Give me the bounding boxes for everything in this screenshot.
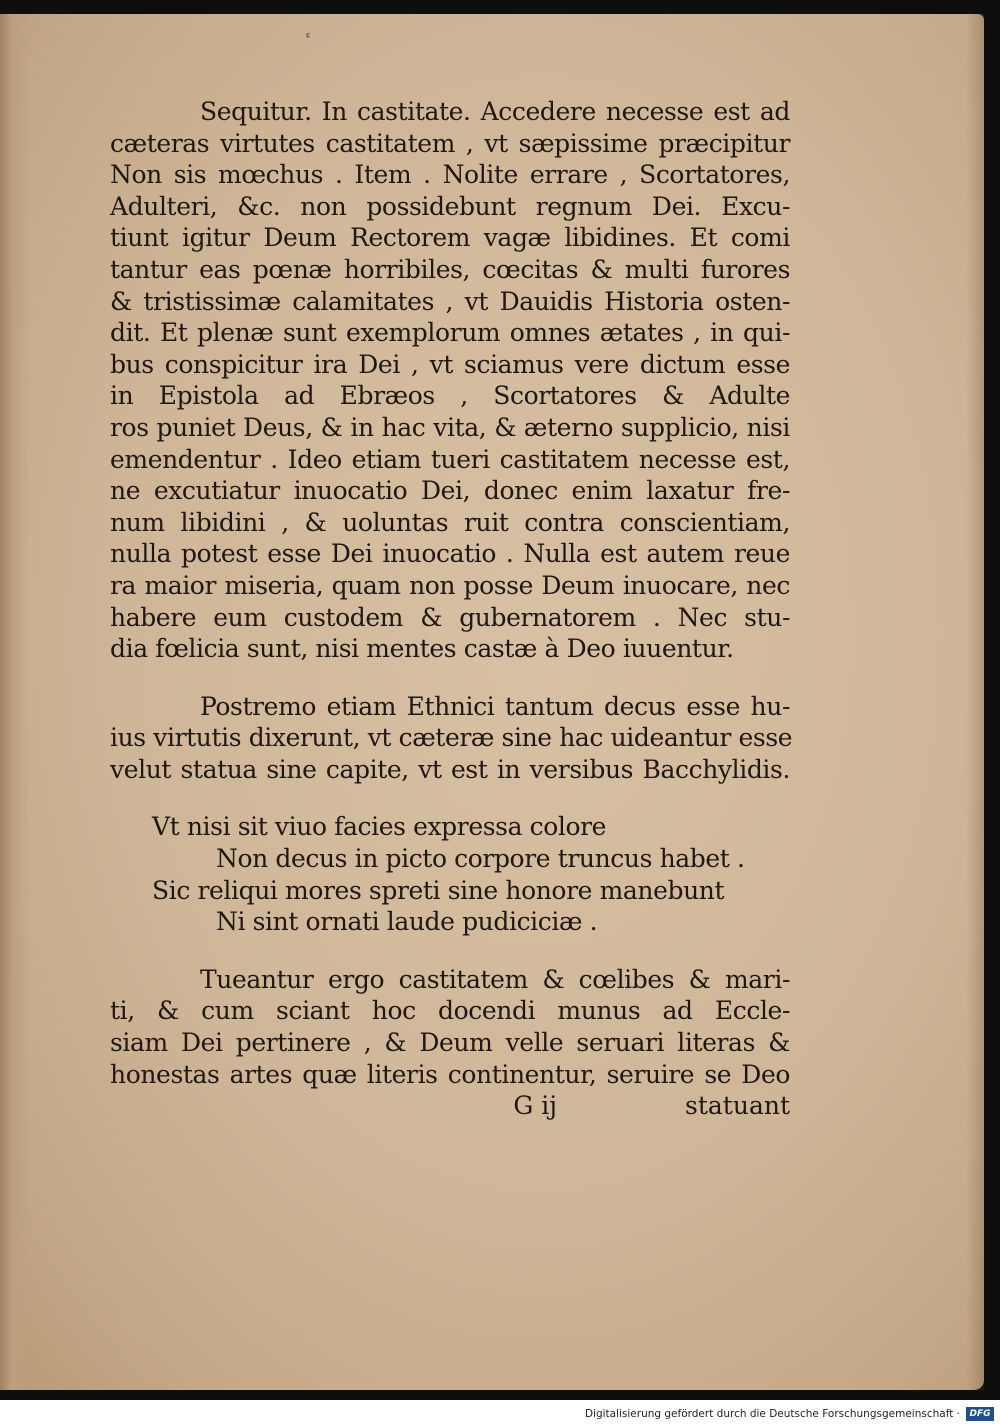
text-line: Sequitur. In castitate. Accedere necesse est ad — [200, 97, 790, 126]
text-line: & tristissimæ calamitates , vt Dauidis Historia osten- — [110, 286, 790, 316]
text-line: Postremo etiam Ethnici tantum decus esse hu- — [200, 691, 790, 721]
paragraph-gap — [110, 938, 790, 964]
text-line: emendentur . Ideo etiam tueri castitatem necesse est, — [110, 444, 790, 474]
text-line: siam Dei pertinere , & Deum velle seruari literas & — [110, 1028, 790, 1058]
text-line: dit. Et plenæ sunt exemplorum omnes ætates , in qui- — [110, 318, 790, 348]
text-line: ros puniet Deus, & in hac vita, & æterno supplicio, nisi — [110, 412, 790, 442]
verse-line: Vt nisi sit viuo facies expressa colore — [152, 812, 607, 842]
dfg-credit-text: Digitalisierung gefördert durch die Deutsche Forschungsgemeinschaft · — [584, 1408, 960, 1420]
catchword: statuant — [685, 1091, 790, 1121]
paragraph-1 — [110, 96, 790, 665]
text-line: honestas artes quæ literis continentur, seruire se Deo — [110, 1059, 790, 1089]
binding-gutter — [0, 14, 30, 1390]
page-edge-shadow — [966, 14, 984, 1390]
text-line: dia fœlicia sunt, nisi mentes castæ à Deo iuuentur. — [110, 634, 734, 664]
text-line: ti, & cum sciant hoc docendi munus ad Eccle- — [110, 996, 790, 1026]
signature-mark: G ij — [513, 1091, 558, 1121]
text-line: ne excutiatur inuocatio Dei, donec enim laxatur fre- — [110, 476, 790, 506]
text-line: cæteras virtutes castitatem , vt sæpissime præcipitur — [110, 128, 790, 158]
text-line: Non sis mœchus . Item . Nolite errare , Scortatores, — [110, 160, 790, 190]
text-line: num libidini , & uoluntas ruit contra conscientiam, — [110, 507, 790, 537]
verse-block — [110, 811, 790, 937]
text-line: tiunt igitur Deum Rectorem vagæ libidines. Et comi — [110, 223, 790, 253]
paragraph-gap — [110, 665, 790, 691]
text-line: in Epistola ad Ebræos , Scortatores & Adulte — [110, 381, 790, 411]
dfg-logo: DFG — [966, 1407, 994, 1421]
verse-line: Ni sint ornati laude pudiciciæ . — [216, 907, 598, 937]
verse-line: Sic reliqui mores spreti sine honore manebunt — [152, 875, 725, 905]
paragraph-3 — [110, 964, 790, 1090]
text-line: bus conspicitur ira Dei , vt sciamus vere dictum esse — [110, 349, 790, 379]
paragraph-gap — [110, 785, 790, 811]
page-footer-line — [110, 1090, 790, 1122]
paper-page — [0, 14, 984, 1390]
paragraph-2 — [110, 691, 793, 786]
body-text — [110, 96, 793, 1122]
text-line: Tueantur ergo castitatem & cœlibes & mari- — [200, 964, 790, 994]
text-line: ra maior miseria, quam non posse Deum inuocare, nec — [110, 570, 790, 600]
text-line: ius virtutis dixerunt, vt cæteræ sine hac uideantur esse — [110, 723, 793, 753]
text-line: nulla potest esse Dei inuocatio . Nulla est autem reue — [110, 539, 790, 569]
verse-line: Non decus in picto corpore truncus habet . — [216, 844, 745, 874]
text-line: habere eum custodem & gubernatorem . Nec stu- — [110, 602, 790, 632]
text-line: tantur eas pœnæ horribiles, cœcitas & multi furores — [110, 254, 790, 284]
text-line: Adulteri, &c. non possidebunt regnum Dei. Excu- — [110, 191, 790, 221]
top-mark: ᵋ — [306, 30, 311, 46]
text-line: velut statua sine capite, vt est in versibus Bacchylidis. — [110, 754, 790, 784]
